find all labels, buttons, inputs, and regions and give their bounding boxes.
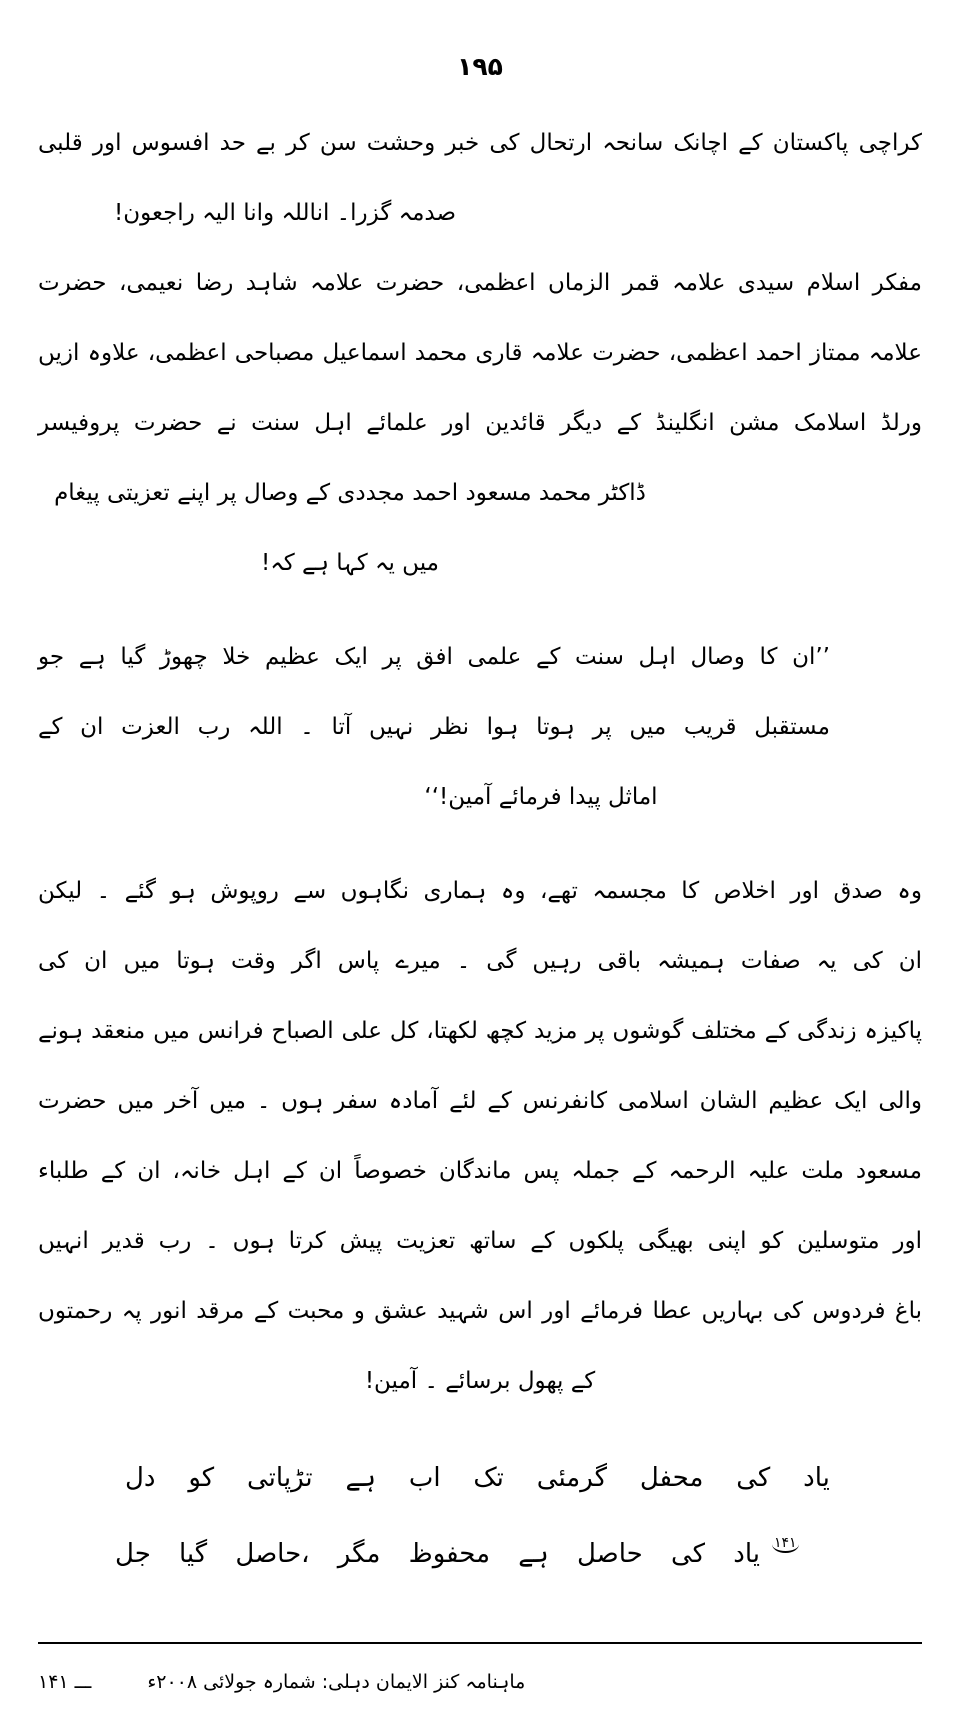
text-line: صدمہ گزرا۔ اناللہ وانا الیہ راجعون!: [114, 200, 456, 226]
verse-word: گیا: [179, 1539, 208, 1569]
footnote-divider-rule: [38, 1642, 922, 1644]
text-line: ان کی یہ صفات ہمیشہ باقی رہیں گی ۔ میرے پاس اگر وقت ہوتا میں ان کی: [38, 948, 922, 974]
poem-verse-2: [115, 1522, 760, 1586]
quote-line: ’’ان کا وصال اہل سنت کے علمی افق پر ایک عظیم خلا چھوڑ گیا ہے جو: [38, 644, 830, 670]
verse-word: مگر: [337, 1539, 381, 1569]
text-line: کے پھول برسائے ۔ آمین!: [364, 1368, 596, 1394]
text-line: کراچی پاکستان کے اچانک سانحہ ارتحال کی خبر وحشت سن کر بے حد افسوس اور قلبی: [38, 130, 922, 156]
footnote-number: ۱۴۱: [38, 1671, 69, 1693]
verse-word: یاد: [803, 1463, 830, 1493]
document-page: [0, 52, 960, 1702]
quote-line: اماثل پیدا فرمائے آمین!‘‘: [424, 784, 658, 810]
verse-word: محفل: [639, 1463, 704, 1493]
verse-word: جل: [115, 1539, 151, 1569]
quote-line: مستقبل قریب میں پر ہوتا ہوا نظر نہیں آتا ۔ اللہ رب العزت ان کے: [38, 714, 830, 740]
verse-word: دل: [125, 1463, 156, 1493]
poem-verse-1-row: [38, 1446, 922, 1510]
footnote-row: [38, 1662, 922, 1702]
text-line: وہ صدق اور اخلاص کا مجسمہ تھے، وہ ہماری نگاہوں سے روپوش ہو گئے ۔ لیکن: [38, 878, 922, 904]
text-line: مسعود ملت علیہ الرحمہ کے جملہ پس ماندگان خصوصاً ان کے اہل خانہ، ان کے طلباء: [38, 1158, 922, 1184]
verse-word: کی: [670, 1539, 706, 1569]
paragraph-tribute: [38, 856, 922, 1416]
verse-word: تڑپاتی: [247, 1463, 313, 1493]
paragraph-opening: [38, 108, 922, 248]
verse-word: تک: [473, 1463, 504, 1493]
poem-couplet: [38, 1446, 922, 1586]
page-number: ۱۹۵: [457, 52, 503, 81]
footnote-reference-marker: ۱۴۱: [774, 1535, 797, 1551]
text-line: باغ فردوس کی بہاریں عطا فرمائے اور اس شہید عشق و محبت کے مرقد انور پہ رحمتوں: [38, 1298, 922, 1324]
verse-word: گرمئی: [536, 1463, 607, 1493]
text-line: پاکیزہ زندگی کے مختلف گوشوں پر مزید کچھ لکھتا، کل علی الصباح فرانس میں منعقد ہونے: [38, 1018, 922, 1044]
poem-verse-2-row: [38, 1522, 922, 1586]
verse-word: یاد: [733, 1539, 760, 1569]
text-line: علامہ ممتاز احمد اعظمی، حضرت علامہ قاری محمد اسماعیل مصباحی اعظمی، علاوہ ازیں: [38, 340, 922, 366]
poem-verse-1: [125, 1446, 830, 1510]
verse-word: اب: [408, 1463, 441, 1493]
text-line: ورلڈ اسلامک مشن انگلینڈ کے دیگر قائدین اور علمائے اہل سنت نے حضرت پروفیسر: [38, 410, 922, 436]
verse-word: ہے: [345, 1463, 376, 1493]
verse-word: حاصل،: [235, 1539, 310, 1569]
verse-word: کی: [736, 1463, 771, 1493]
verse-word: ہے: [518, 1539, 549, 1569]
text-line: مفکر اسلام سیدی علامہ قمر الزماں اعظمی، حضرت علامہ شاہد رضا نعیمی، حضرت: [38, 270, 922, 296]
text-line: والی ایک عظیم الشان اسلامی کانفرنس کے لئے آمادہ سفر ہوں ۔ میں آخر میں حضرت: [38, 1088, 922, 1114]
paragraph-condolers: [38, 248, 922, 598]
text-line: اور متوسلین کو اپنی بھیگی پلکوں کے ساتھ تعزیت پیش کرتا ہوں ۔ رب قدیر انہیں: [38, 1228, 922, 1254]
verse-word: حاصل: [576, 1539, 643, 1569]
footnote-dash: ـــ: [74, 1671, 92, 1693]
verse-word: کو: [188, 1463, 215, 1493]
verse-word: محفوظ: [408, 1539, 491, 1569]
text-line: ڈاکٹر محمد مسعود احمد مجددی کے وصال پر اپنے تعزیتی پیغام میں یہ کہا ہے کہ!: [54, 480, 646, 576]
quote-block: [38, 622, 922, 832]
footnote-source-text: ماہنامہ کنز الایمان دہلی: شمارہ جولائی ۲۰۰۸ء: [147, 1671, 526, 1693]
